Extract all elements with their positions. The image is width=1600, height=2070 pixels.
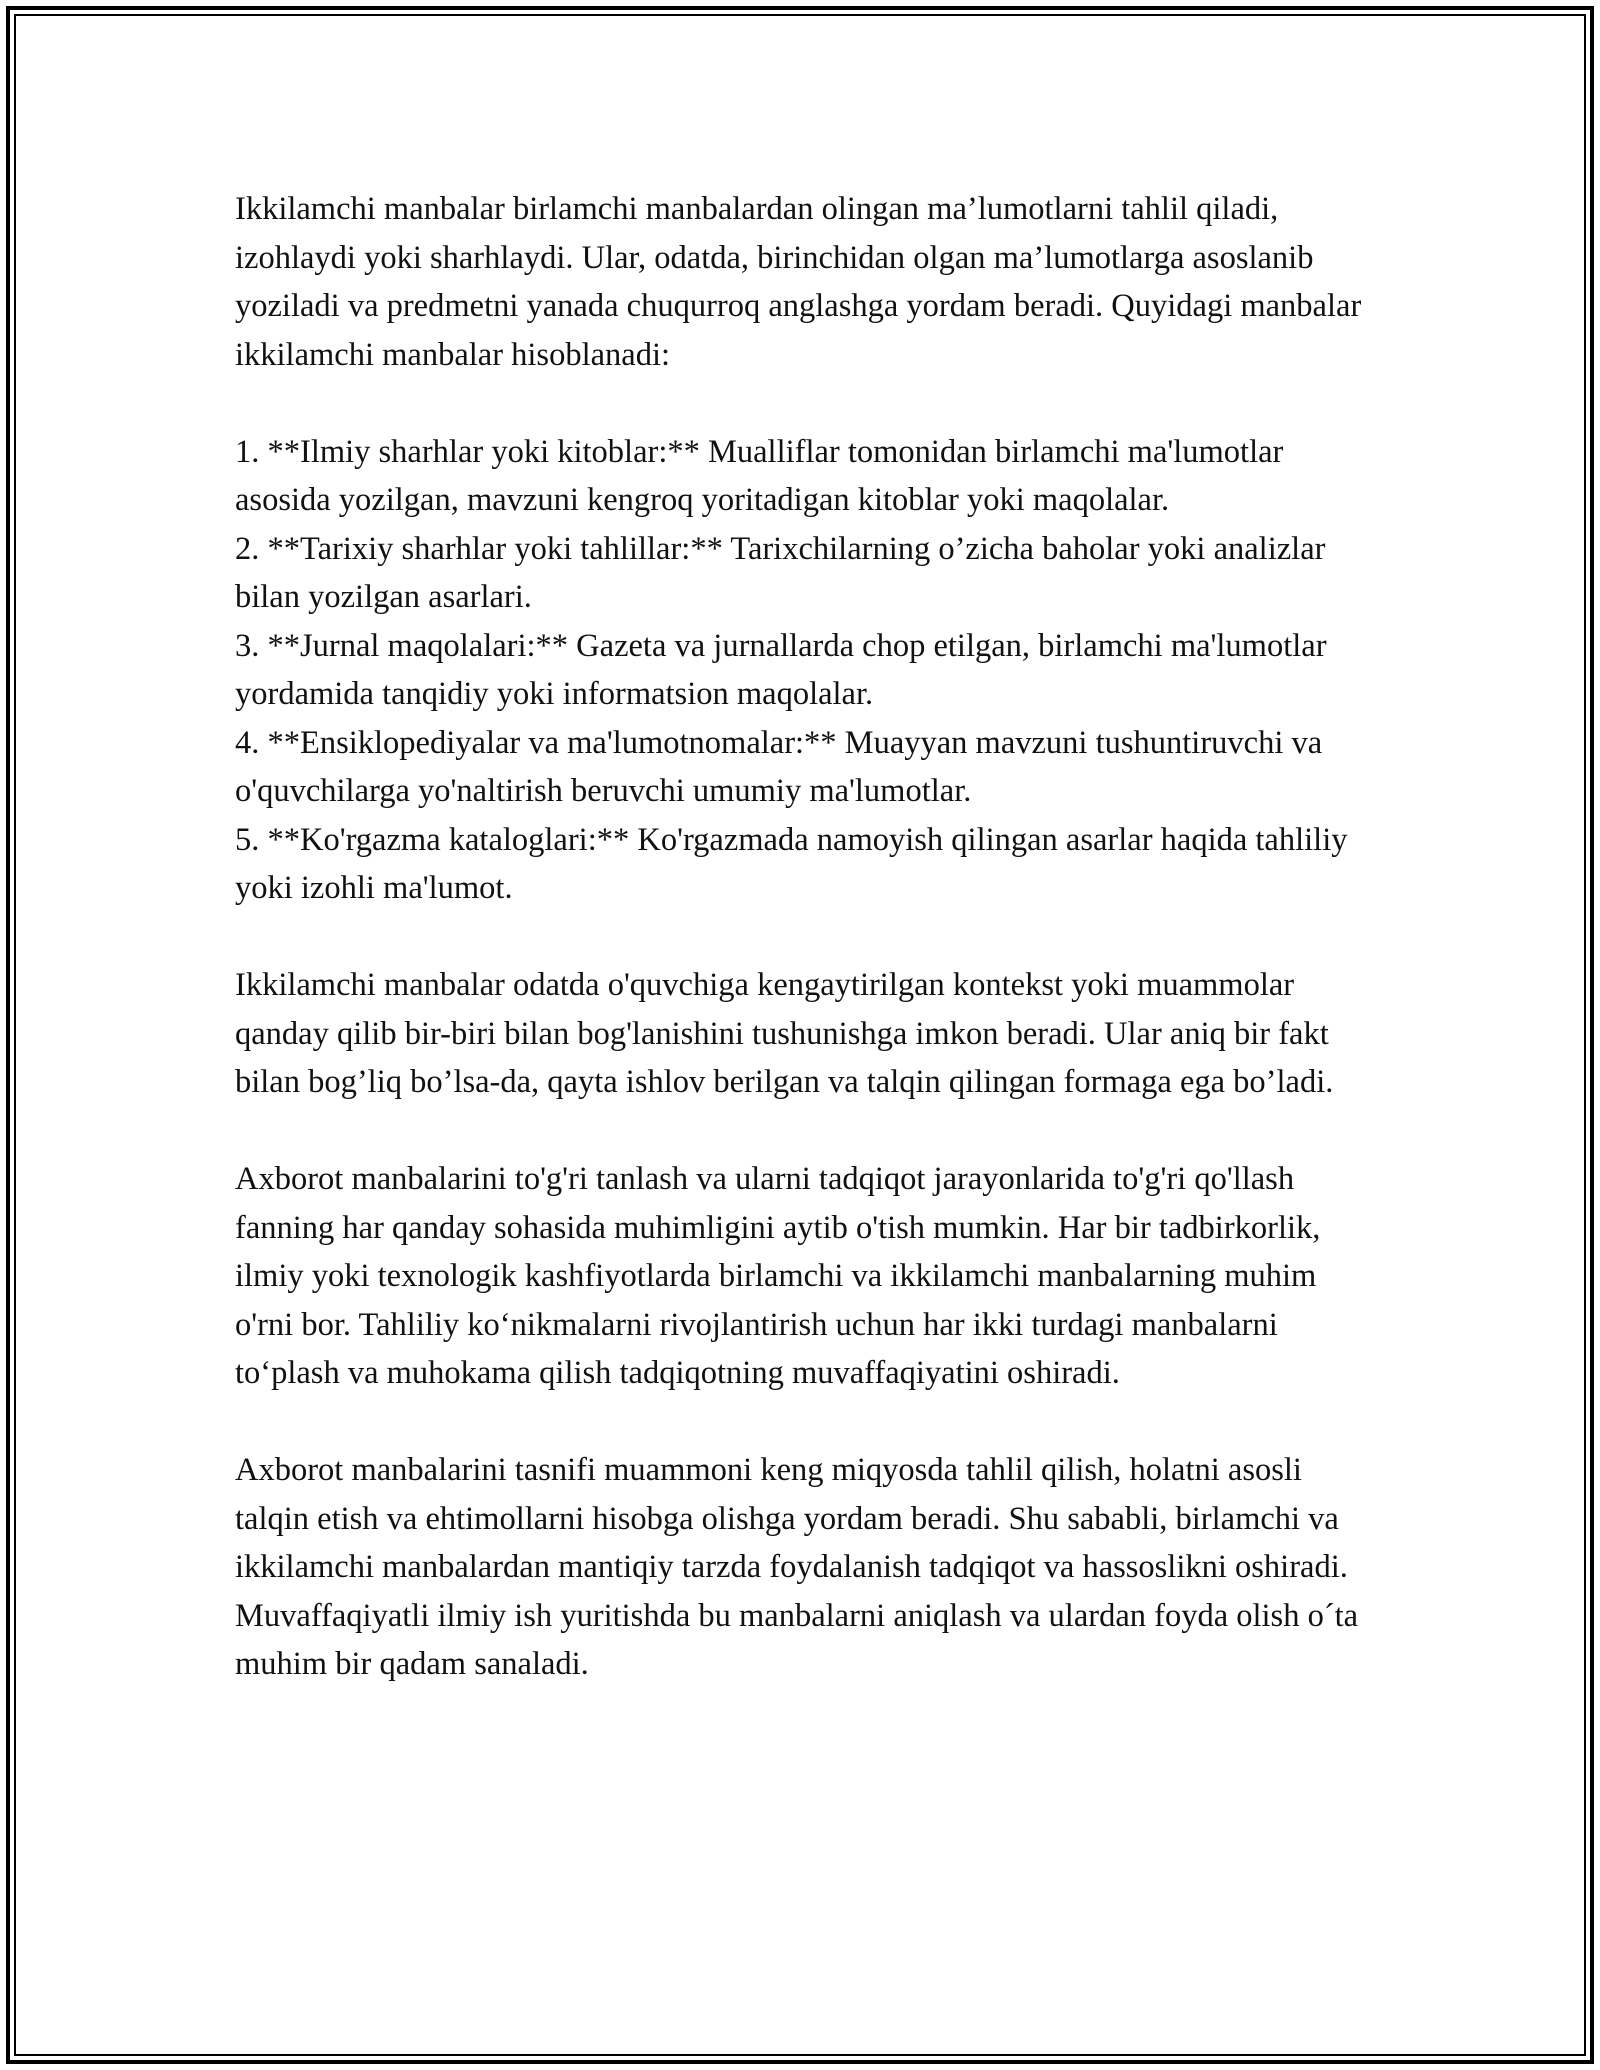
intro-paragraph: Ikkilamchi manbalar birlamchi manbalardan olingan ma’lumotlarni tahlil qiladi, izohlaydi yoki sharhlaydi. Ular, odatda, birinchidan olgan ma’lumotlarga asoslanib yoziladi va predmetni yanada chuqurroq anglashga yordam beradi. Quyidagi manbalar ikkilamchi manbalar hisoblanadi: bbox=[235, 191, 1362, 373]
list-item: 5. **Ko'rgazma kataloglari:** Ko'rgazmada namoyish qilingan asarlar haqida tahliliy yoki izohli ma'lumot. bbox=[235, 821, 1348, 906]
paragraph-4: Axborot manbalarini tasnifi muammoni keng miqyosda tahlil qilish, holatni asosli talqin etish va ehtimollarni hisobga olishga yordam beradi. Shu sababli, birlamchi va ikkilamchi manbalardan mantiqiy tarzda foydalanish tadqiqot va hassoslikni oshiradi. Muvaffaqiyatli ilmiy ish yuritishda bu manbalarni aniqlash va ulardan foyda olish o´ta muhim bir qadam sanaladi. bbox=[235, 1452, 1359, 1682]
list-item: 3. **Jurnal maqolalari:** Gazeta va jurnallarda chop etilgan, birlamchi ma'lumotlar yordamida tanqidiy yoki informatsion maqolalar. bbox=[235, 627, 1327, 712]
paragraph-2: Ikkilamchi manbalar odatda o'quvchiga kengaytirilgan kontekst yoki muammolar qanday qilib bir-biri bilan bog'lanishini tushunishga imkon beradi. Ular aniq bir fakt bilan bog’liq bo’lsa-da, qayta ishlov berilgan va talqin qilingan formaga ega bo’ladi. bbox=[235, 967, 1334, 1100]
sources-list bbox=[235, 428, 1375, 913]
list-item: 1. **Ilmiy sharhlar yoki kitoblar:** Mualliflar tomonidan birlamchi ma'lumotlar asosida yozilgan, mavzuni kengroq yoritadigan kitoblar yoki maqolalar. bbox=[235, 433, 1284, 518]
list-item: 2. **Tarixiy sharhlar yoki tahlillar:** Tarixchilarning o’zicha baholar yoki analizlar bilan yozilgan asarlari. bbox=[235, 530, 1326, 615]
list-item: 4. **Ensiklopediyalar va ma'lumotnomalar:** Muayyan mavzuni tushuntiruvchi va o'quvchilarga yo'naltirish beruvchi umumiy ma'lumotlar. bbox=[235, 724, 1323, 809]
document-body bbox=[235, 185, 1375, 1737]
paragraph-3: Axborot manbalarini to'g'ri tanlash va ularni tadqiqot jarayonlarida to'g'ri qo'llash fanning har qanday sohasida muhimligini aytib o'tish mumkin. Har bir tadbirkorlik, ilmiy yoki texnologik kashfiyotlarda birlamchi va ikkilamchi manbalarning muhim o'rni bor. Tahliliy ko‘nikmalarni rivojlantirish uchun har ikki turdagi manbalarni to‘plash va muhokama qilish tadqiqotning muvaffaqiyatini oshiradi. bbox=[235, 1161, 1321, 1391]
